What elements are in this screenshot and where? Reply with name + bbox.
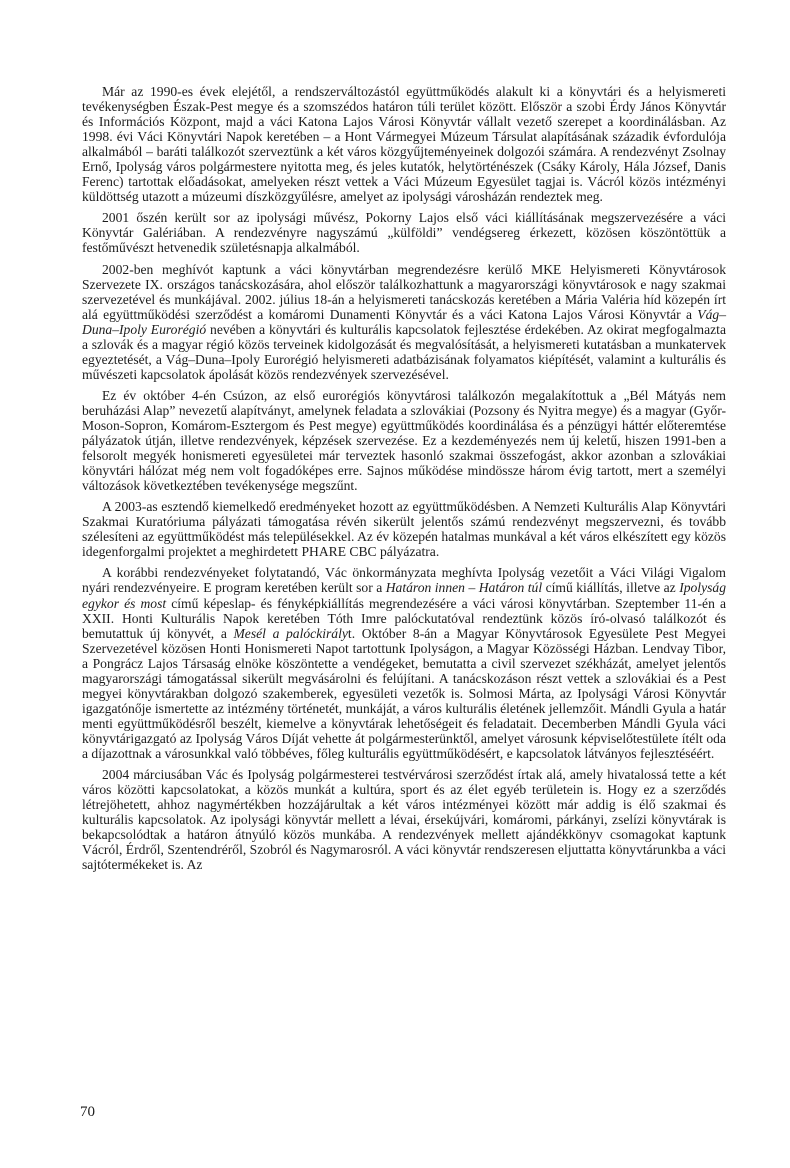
paragraph bbox=[82, 499, 726, 559]
paragraph bbox=[82, 210, 726, 255]
paragraph-text: Már az 1990-es évek elejétől, a rendszerváltozástól együttműködés alakult ki a könyvtári és a helyismereti tevékenységben Észak-Pest megye és a szomszédos határon túli terület között. Először a szobi Érdy János Könyvtár és Információs Központ, majd a váci Katona Lajos Városi Könyvtár vállalt vezető szerepet a koordinálásban. Az 1998. évi Váci Könyvtári Napok keretében – a Hont Vármegyei Múzeum Társulat alapításának századik évfordulója alkalmából – baráti találkozót szerveztünk a két város közgyűjteményeinek dolgozói számára. A rendezvényt Zsolnay Ernő, Ipolyság város polgármestere nyitotta meg, és jeles kutatók, helytörténészek (Csáky Károly, Hála József, Danis Ferenc) tartottak előadásokat, amelyeken részt vettek a Váci Múzeum Egyesület tagjai is. Vácról közös intézményi küldöttség utazott a múzeumi díszközgyűlésre, amelyet az ipolysági városházán rendeztek meg. bbox=[82, 84, 726, 205]
paragraph-text: nevében a könyvtári és kulturális kapcsolatok fejlesztése érdekében. Az okirat megfogalmazta a szlovák és a magyar régió közös terveinek kidolgozását és megvalósítását, a helyismereti kutatásban a munkatervek egyeztetését, a Vág–Duna–Ipoly Eurorégió helyismereti adatbázisának folyamatos kiépítését, valamint a kulturális és művészeti kapcsolatok ápolását közös rendezvények szervezésével. bbox=[82, 321, 726, 382]
paragraph bbox=[82, 565, 726, 761]
paragraph-text: 2004 márciusában Vác és Ipolyság polgármesterei testvérvárosi szerződést írtak alá, amely hivatalossá tette a két város közötti kapcsolatokat, a közös munkát a kultúra, sport és az élet egyéb területein is. Hogy ez a szerződés létrejöhetett, ahhoz nagymértékben hozzájárultak a két város intézményei között már addig is élő szakmai és kulturális kapcsolatok. Az ipolysági könyvtár mellett a lévai, érsekújvári, komáromi, párkányi, zselízi könyvtárak is bekapcsolódtak a határon átnyúló közös munkába. A rendezvények mellett ajándékkönyv csomagokat kaptunk Vácról, Érdről, Szentendréről, Szobról és Nagymarosról. A váci könyvtár rendszeresen eljuttatta könyvtárunkba a váci sajtótermékeket is. Az bbox=[82, 767, 726, 873]
paragraph bbox=[82, 388, 726, 493]
italic-title: Mesél a palóckirály bbox=[233, 625, 348, 641]
page-number: 70 bbox=[80, 1104, 95, 1120]
italic-title: Határon innen – Határon túl bbox=[385, 580, 543, 596]
paragraph bbox=[82, 767, 726, 872]
paragraph bbox=[82, 84, 726, 204]
paragraph-text: Ez év október 4-én Csúzon, az első eurorégiós könyvtárosi találkozón megalakítottuk a „Bél Mátyás nem beruházási Alap” nevezetű alapítványt, amelynek feladata a szlovákiai (Pozsony és Nyitra megye) és a magyar (Győr-Moson-Sopron, Komárom-Esztergom és Pest megye) együttműködés koordinálása és a pénzügyi háttér előteremtése pályázatok útján, illetve rendezvények, képzések szervezése. Ez a kezdeményezés nem új keletű, hiszen 1991-ben a felsorolt megyék honismereti egyesületei már terveztek hasonló szakmai összefogást, akkor azonban a szlovákiai könyvtári hálózat még nem volt fogadóképes erre. Sajnos működése mindössze három évig tartott, mert a személyi változások következtében tevékenysége megszűnt. bbox=[82, 387, 726, 494]
paragraph-text: című képeslap- és fényképkiállítás megrendezésére a váci városi könyvtárban. Szeptember 11-én a XXII. Honti Kulturális Napok keretében Tóth Imre palóckutatóval rendeztünk közös író-olvasó találkozót és bemutattuk új könyvét, a bbox=[82, 595, 726, 641]
italic-title: Ipolyság egykor és most bbox=[82, 580, 727, 611]
paragraph-text: című kiállítás, illetve az bbox=[542, 580, 680, 596]
paragraph-text: A korábbi rendezvényeket folytatandó, Vác önkormányzata meghívta Ipolyság vezetőit a Váci Világi Vigalom nyári rendezvényeire. E program keretében került sor a bbox=[82, 565, 726, 596]
italic-title: Vág–Duna–Ipoly Eurorégió bbox=[82, 306, 726, 337]
page-body bbox=[82, 84, 726, 878]
paragraph-text: t. Október 8-án a Magyar Könyvtárosok Egyesülete Pest Megyei Szervezetével közösen Honti Honismereti Napot tartottunk Ipolyságon, a Magyar Közösségi Házban. Lendvay Tibor, a Pongrácz Lajos Társaság elnöke köszöntette a vendégeket, bemutatta a civil szervezet székházát, amelyet jelentős magyarországi támogatással sikerült megvásárolni és felújítani. A tanácskozáson részt vettek a szlovákiai és a Pest megyei könyvtárakban dolgozó szakemberek, egyesületi vezetők is. Solmosi Márta, az Ipolysági Városi Könyvtár igazgatónője ismertette az intézmény történetét, munkáját, a város kulturális életének jellemzőit. Mándli Gyula a határ menti együttműködésről beszélt, kiemelve a könyvtárak lehetőségeit és feladatait. Decemberben Mándli Gyula váci könyvtárigazgató az Ipolyság Város Díját vehette át polgármesterünktől, amelyet városunk képviselőtestülete ítélt oda a díjazottnak a városunkkal való többéves, főleg kulturális együttműködésért, e kapcsolatok látványos fejlesztéséért. bbox=[82, 625, 726, 761]
paragraph-text: 2001 őszén került sor az ipolysági művész, Pokorny Lajos első váci kiállításának megszervezésére a váci Könyvtár Galériában. A rendezvényre nagyszámú „külföldi” vendégsereg érkezett, közösen köszöntöttük a festőművészt hetvenedik születésnapja alkalmából. bbox=[82, 210, 726, 256]
paragraph-text: A 2003-as esztendő kiemelkedő eredményeket hozott az együttműködésben. A Nemzeti Kulturális Alap Könyvtári Szakmai Kuratóriuma pályázati támogatása révén sikerült jelentős számú rendezvényt megszervezni, és tovább szélesíteni az együttműködést más településekkel. Az év közepén hatalmas munkával a két város elkészített egy közös idegenforgalmi projektet a meghirdetett PHARE CBC pályázatra. bbox=[82, 499, 726, 560]
paragraph-text: 2002-ben meghívót kaptunk a váci könyvtárban megrendezésre kerülő MKE Helyismereti Könyvtárosok Szervezete IX. országos tanácskozására, ahol először találkozhattunk a magyarországi könyvtárosok e nagy szakmai szervezetével és munkájával. 2002. július 18-án a helyismereti tanácskozás keretében a Mária Valéria híd közepén írt alá együttműködési szerződést a komáromi Dunamenti Könyvtár és a váci Katona Lajos Városi Könyvtár a bbox=[82, 261, 726, 322]
paragraph bbox=[82, 262, 726, 382]
